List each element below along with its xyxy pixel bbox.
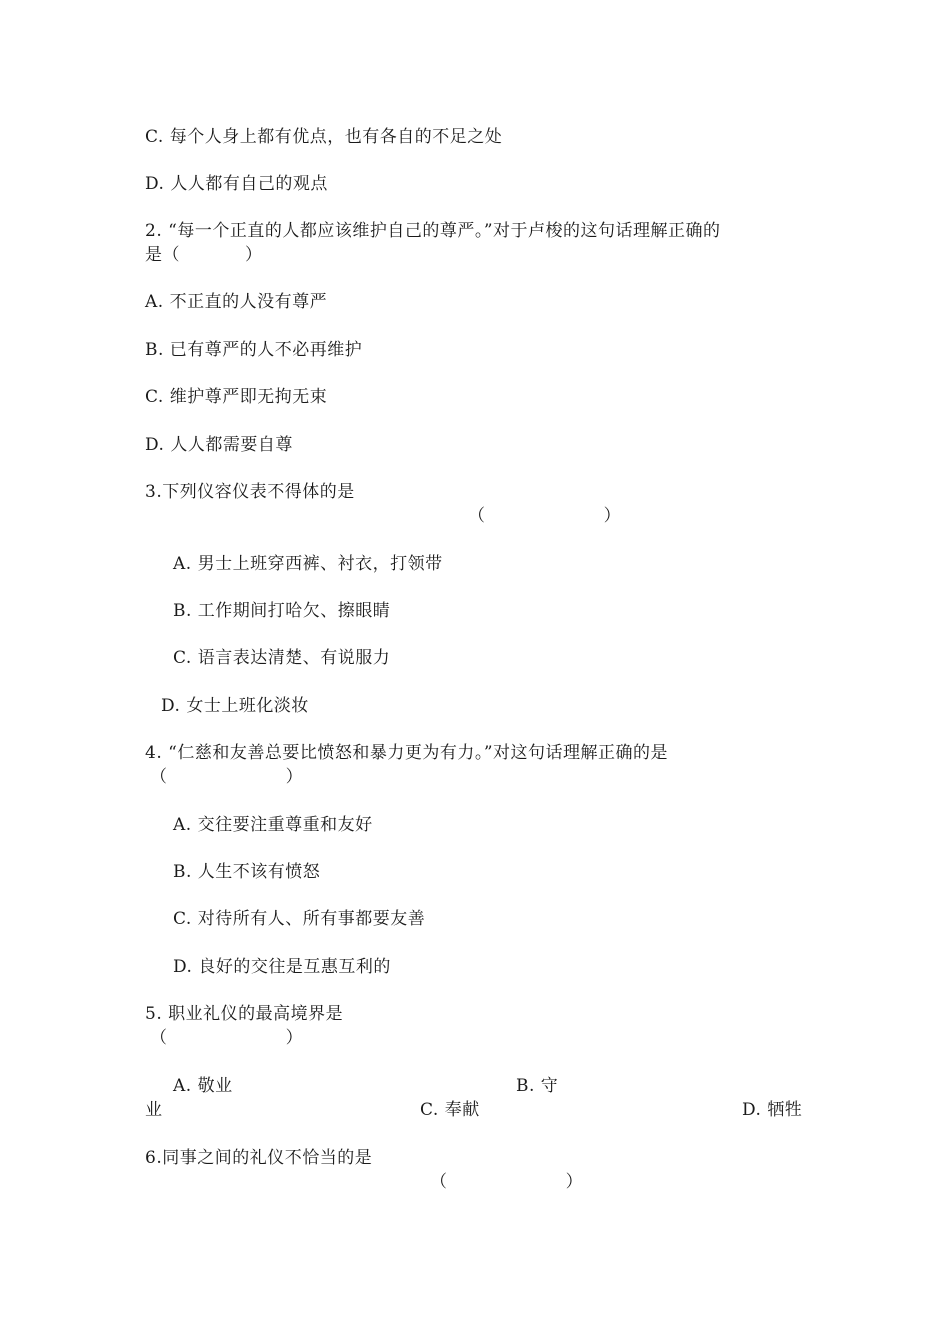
question-5-option-c: C. 奉献 [420,1100,480,1120]
question-3-option-c: C. 语言表达清楚、有说服力 [173,648,391,668]
prev-question-option-c: C. 每个人身上都有优点，也有各自的不足之处 [145,127,503,147]
question-5-option-b-continued: 业 [145,1100,163,1120]
question-2-option-c: C. 维护尊严即无拘无束 [145,387,328,407]
question-4-option-b: B. 人生不该有愤怒 [173,862,321,882]
question-3-stem: 3.下列仪容仪表不得体的是 [145,482,355,502]
question-5-option-d: D. 牺牲 [742,1100,803,1120]
question-4-option-c: C. 对待所有人、所有事都要友善 [173,909,426,929]
question-5-option-b: B. 守 [516,1076,559,1096]
question-4-option-a: A. 交往要注重尊重和友好 [173,815,373,835]
question-5-option-a: A. 敬业 [173,1076,233,1096]
question-2-option-a: A. 不正直的人没有尊严 [145,292,328,312]
question-5-stem: 5. 职业礼仪的最高境界是 [145,1004,344,1024]
question-6-stem: 6.同事之间的礼仪不恰当的是 [145,1148,373,1168]
question-6-answer-paren: （ ） [430,1172,584,1192]
question-4-answer-paren: （ ） [150,767,304,787]
question-2-option-b: B. 已有尊严的人不必再维护 [145,340,363,360]
question-4-option-d: D. 良好的交往是互惠互利的 [173,957,391,977]
question-2-stem-line2: 是（ ） [145,245,263,265]
question-2-option-d: D. 人人都需要自尊 [145,435,293,455]
question-3-option-b: B. 工作期间打哈欠、擦眼睛 [173,601,391,621]
question-2-stem-line1: 2. “每一个正直的人都应该维护自己的尊严。”对于卢梭的这句话理解正确的 [145,221,721,241]
question-3-option-d: D. 女士上班化淡妆 [161,696,309,716]
question-4-stem: 4. “仁慈和友善总要比愤怒和暴力更为有力。”对这句话理解正确的是 [145,743,669,763]
question-5-answer-paren: （ ） [150,1028,304,1048]
question-3-answer-paren: （ ） [468,506,622,526]
prev-question-option-d: D. 人人都有自己的观点 [145,174,328,194]
question-3-option-a: A. 男士上班穿西裤、衬衣，打领带 [173,554,443,574]
